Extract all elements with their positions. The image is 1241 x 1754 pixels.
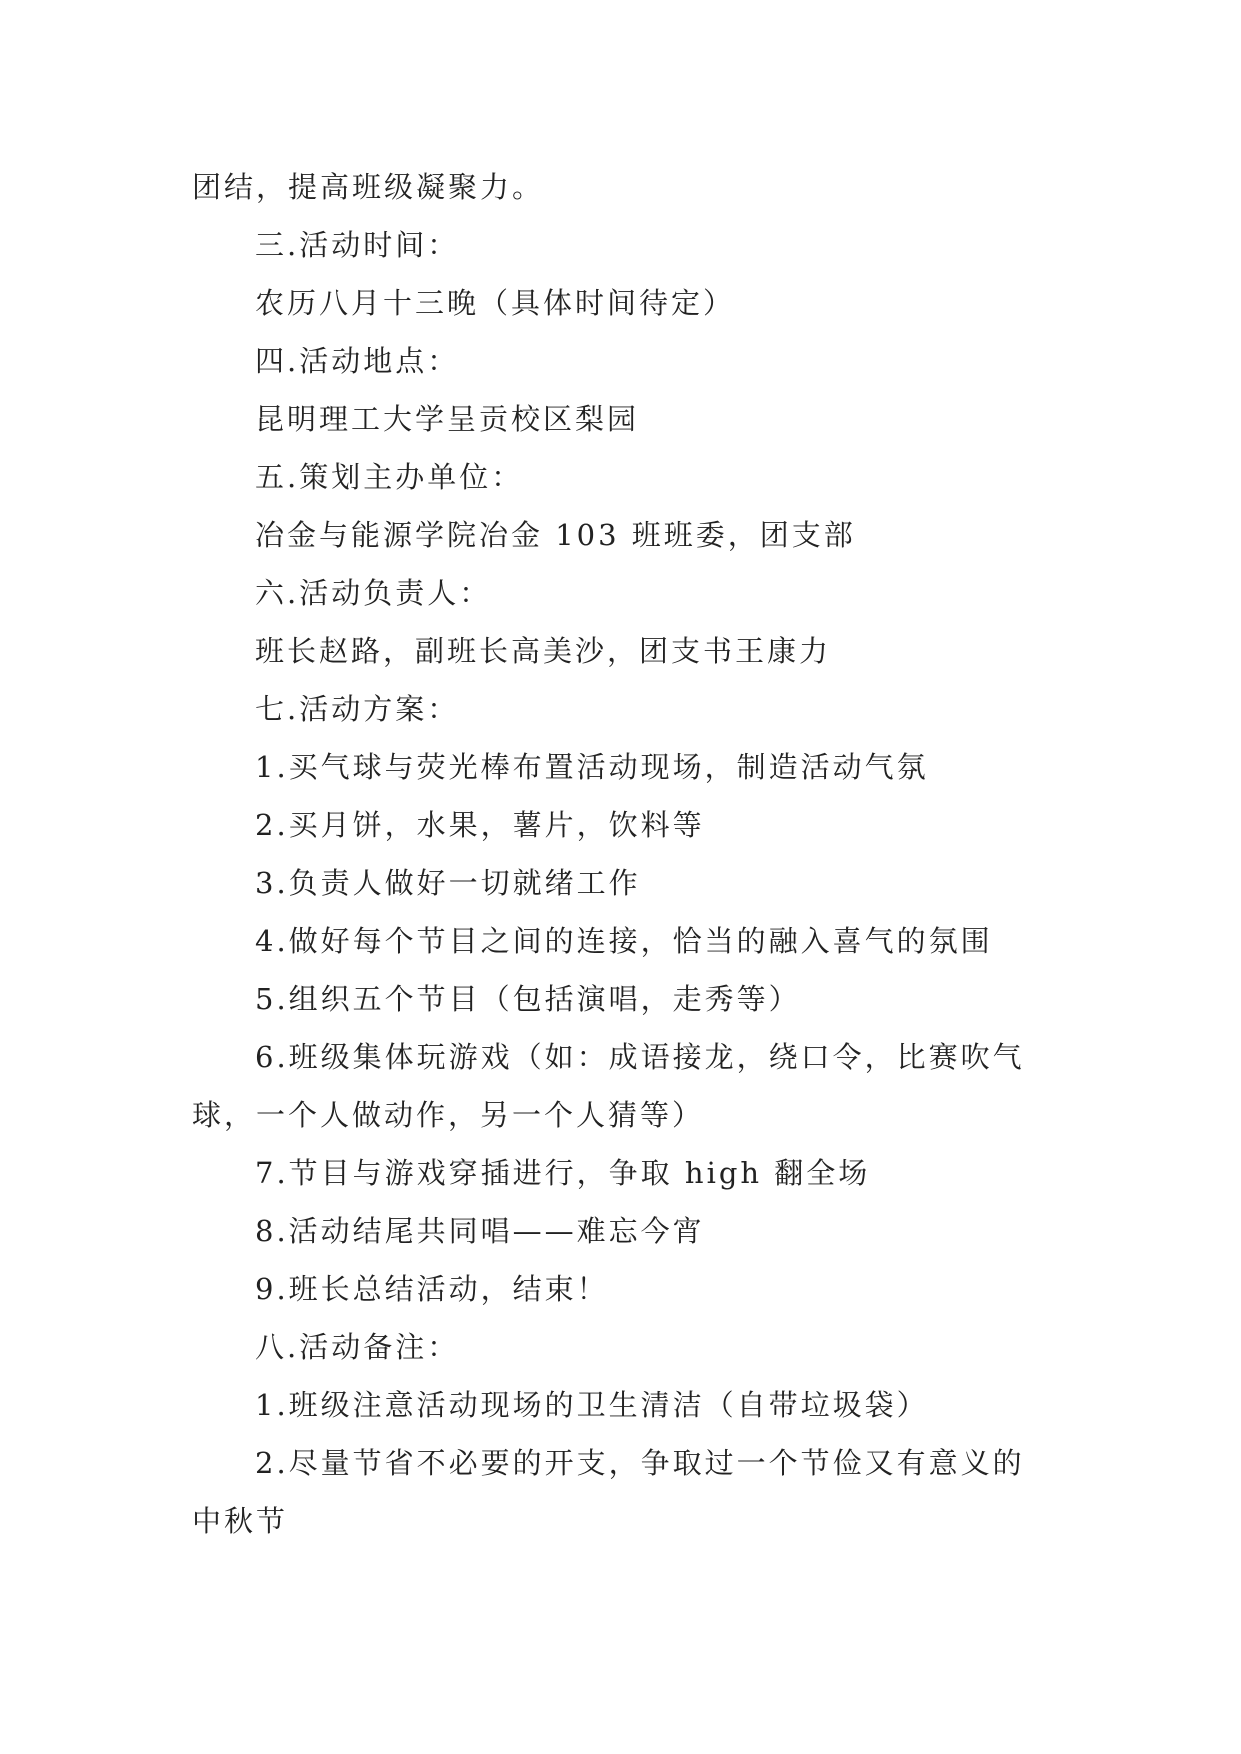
- list-item: 7.节目与游戏穿插进行，争取 high 翻全场: [255, 1156, 871, 1190]
- text-line: 团结，提高班级凝聚力。: [192, 170, 545, 204]
- section-heading-plan: 七.活动方案：: [255, 692, 460, 726]
- list-item: 3.负责人做好一切就绪工作: [255, 866, 641, 900]
- list-item: 1.买气球与荧光棒布置活动现场，制造活动气氛: [255, 750, 929, 784]
- section-heading-location: 四.活动地点：: [255, 344, 460, 378]
- text-line: 班长赵路，副班长高美沙，团支书王康力: [255, 634, 832, 668]
- list-item: 9.班长总结活动，结束！: [255, 1272, 609, 1306]
- list-item: 2.尽量节省不必要的开支，争取过一个节俭又有意义的: [255, 1446, 1025, 1480]
- section-heading-organizer: 五.策划主办单位：: [255, 460, 524, 494]
- section-heading-notes: 八.活动备注：: [255, 1330, 460, 1364]
- list-item: 1.班级注意活动现场的卫生清洁（自带垃圾袋）: [255, 1388, 929, 1422]
- list-item: 4.做好每个节目之间的连接，恰当的融入喜气的氛围: [255, 924, 993, 958]
- list-item: 6.班级集体玩游戏（如：成语接龙，绕口令，比赛吹气: [255, 1040, 1025, 1074]
- list-item: 2.买月饼，水果，薯片，饮料等: [255, 808, 705, 842]
- list-item-continuation: 中秋节: [192, 1504, 289, 1538]
- section-heading-leaders: 六.活动负责人：: [255, 576, 492, 610]
- text-line: 农历八月十三晚（具体时间待定）: [255, 286, 736, 320]
- text-line: 冶金与能源学院冶金 103 班班委，团支部: [255, 518, 856, 552]
- list-item-continuation: 球，一个人做动作，另一个人猜等）: [192, 1098, 705, 1132]
- section-heading-time: 三.活动时间：: [255, 228, 460, 262]
- list-item: 5.组织五个节目（包括演唱，走秀等）: [255, 982, 801, 1016]
- list-item: 8.活动结尾共同唱——难忘今宵: [255, 1214, 705, 1248]
- text-line: 昆明理工大学呈贡校区梨园: [255, 402, 640, 436]
- document-body: [192, 158, 1054, 1550]
